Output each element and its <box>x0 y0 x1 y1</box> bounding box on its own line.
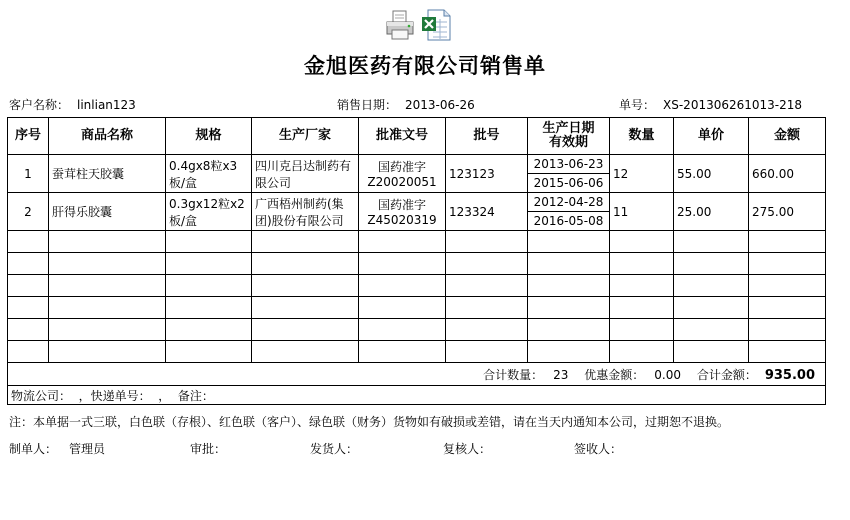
note-text: 注：本单据一式三联，白色联（存根）、红色联（客户）、绿色联（财务）货物如有破损或差错，请在当天内通知本公司，过期恕不退换。 <box>9 415 730 429</box>
sale-date-value: 2013-06-26 <box>405 98 475 112</box>
cell-batch: 123123 <box>446 155 528 193</box>
cell-expiry: 2015-06-06 <box>533 176 604 190</box>
customer-label: 客户名称： <box>9 98 70 112</box>
discount-value: 0.00 <box>654 367 681 382</box>
header-date-line2: 有效期 <box>548 135 588 150</box>
cell-prod-date: 2012-04-28 <box>528 193 609 212</box>
cell-spec: 0.3gx12粒x2板/盒 <box>166 193 252 231</box>
header-date-line1: 生产日期 <box>542 121 595 136</box>
sale-date-info <box>337 96 475 113</box>
cell-approval: 国药准字Z45020319 <box>359 193 446 231</box>
toolbar <box>384 8 452 44</box>
table-header-row <box>8 118 826 155</box>
review-signature: 审批： <box>190 442 227 456</box>
header-spec: 规格 <box>166 118 252 155</box>
sale-date-label: 销售日期： <box>337 98 398 112</box>
blank-row <box>8 253 826 275</box>
header-seq: 序号 <box>8 118 49 155</box>
cell-dates <box>528 155 610 193</box>
totals-cell <box>8 363 826 386</box>
header-dates <box>528 118 610 155</box>
maker-label: 制单人： <box>9 442 58 456</box>
cell-name: 肝得乐胶囊 <box>49 193 166 231</box>
order-no-info <box>619 96 802 113</box>
blank-row <box>8 231 826 253</box>
printer-icon[interactable] <box>384 8 416 42</box>
table-row <box>8 155 826 193</box>
cell-maker: 广西梧州制药(集团)股份有限公司 <box>252 193 359 231</box>
sales-table <box>7 117 826 405</box>
customer-value: linlian123 <box>77 98 136 112</box>
checker-signature: 复核人： <box>443 442 492 456</box>
cell-maker: 四川克吕达制药有限公司 <box>252 155 359 193</box>
blank-row <box>8 275 826 297</box>
cell-seq: 1 <box>8 155 49 193</box>
cell-qty: 11 <box>610 193 674 231</box>
blank-row <box>8 341 826 363</box>
header-batch: 批号 <box>446 118 528 155</box>
maker-signature <box>9 440 105 457</box>
cell-approval: 国药准字Z20020051 <box>359 155 446 193</box>
cell-price: 55.00 <box>674 155 749 193</box>
cell-amount: 660.00 <box>749 155 826 193</box>
cell-qty: 12 <box>610 155 674 193</box>
cell-seq: 2 <box>8 193 49 231</box>
cell-price: 25.00 <box>674 193 749 231</box>
cell-prod-date: 2013-06-23 <box>528 155 609 174</box>
total-amount-label: 合计金额： <box>696 367 757 382</box>
receiver-signature: 签收人： <box>574 442 623 456</box>
discount-label: 优惠金额： <box>584 367 645 382</box>
header-qty: 数量 <box>610 118 674 155</box>
order-no-value: XS-201306261013-218 <box>663 98 803 112</box>
total-amount-value: 935.00 <box>764 367 815 383</box>
cell-dates <box>528 193 610 231</box>
totals-row <box>8 363 826 386</box>
total-qty-value: 23 <box>553 367 569 382</box>
header-amount: 金额 <box>749 118 826 155</box>
cell-expiry: 2016-05-08 <box>533 214 604 228</box>
shipper-signature: 发货人： <box>310 442 359 456</box>
header-name: 商品名称 <box>49 118 166 155</box>
excel-icon[interactable] <box>420 8 452 42</box>
header-price: 单价 <box>674 118 749 155</box>
cell-amount: 275.00 <box>749 193 826 231</box>
cell-spec: 0.4gx8粒x3板/盒 <box>166 155 252 193</box>
customer-info <box>9 96 136 113</box>
header-approval: 批准文号 <box>359 118 446 155</box>
order-no-label: 单号： <box>619 98 656 112</box>
cell-batch: 123324 <box>446 193 528 231</box>
page-title: 金旭医药有限公司销售单 <box>304 54 546 78</box>
blank-row <box>8 297 826 319</box>
cell-name: 蚕茸柱天胶囊 <box>49 155 166 193</box>
maker-value: 管理员 <box>69 442 106 456</box>
table-row <box>8 193 826 231</box>
total-qty-label: 合计数量： <box>483 367 544 382</box>
header-maker: 生产厂家 <box>252 118 359 155</box>
logistics-cell: 物流公司： ，快递单号： ， 备注： <box>8 386 826 405</box>
blank-row <box>8 319 826 341</box>
logistics-row <box>8 386 826 405</box>
